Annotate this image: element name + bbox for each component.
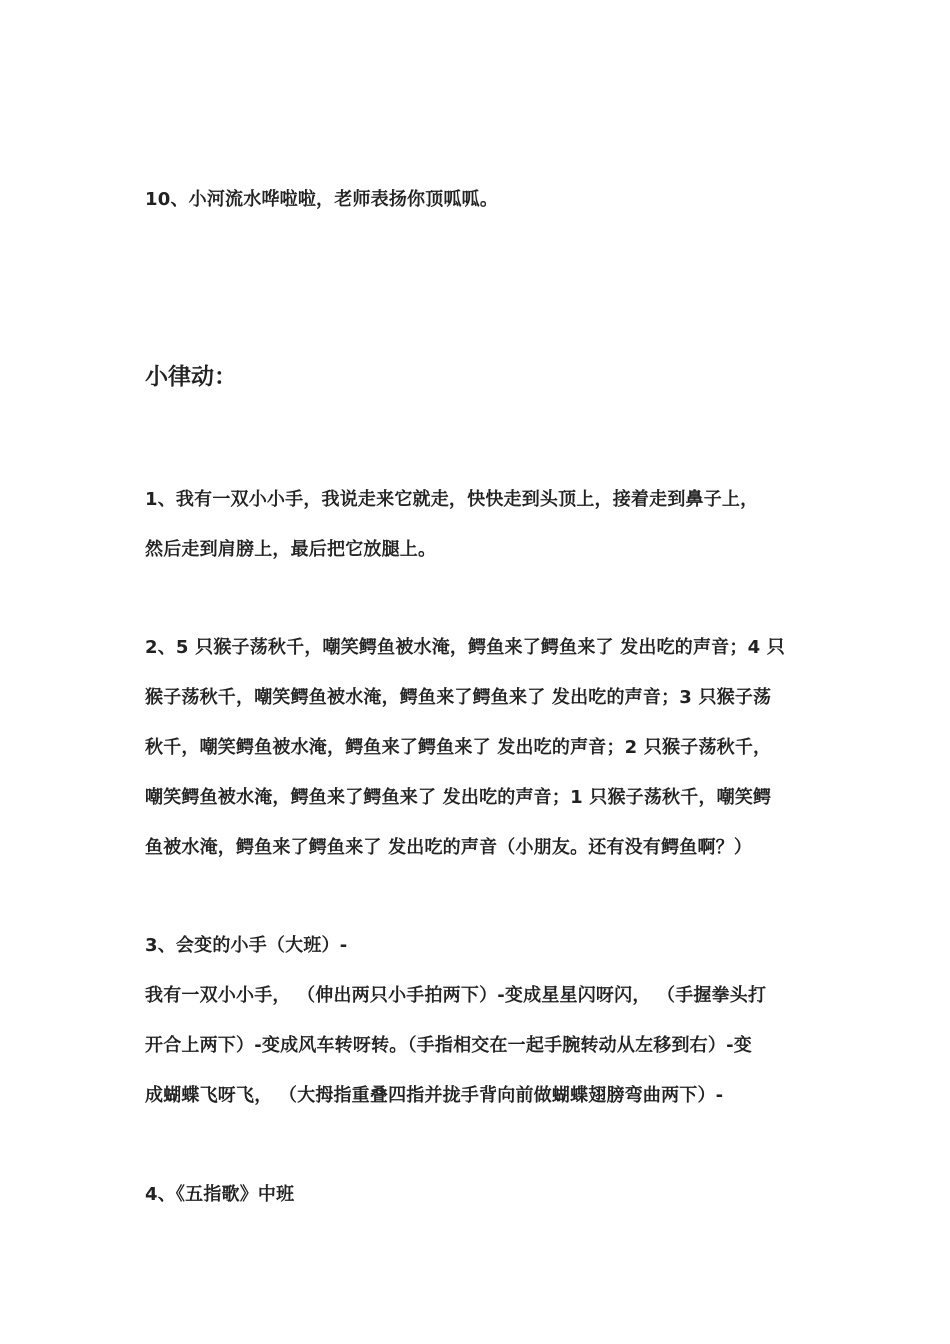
item-3-line-2: 开合上两下）-变成风车转呀转。（手指相交在一起手腕转动从左移到右）-变 [145,1035,752,1056]
item-1-line-1: 1、我有一双小小手，我说走来它就走，快快走到头顶上，接着走到鼻子上， [145,489,759,510]
item-4-title: 4、《五指歌》中班 [145,1184,295,1205]
item-2-line-2: 猴子荡秋千，嘲笑鳄鱼被水淹，鳄鱼来了鳄鱼来了 发出吃的声音；3 只猴子荡 [145,687,772,708]
section-heading: 小律动： [145,364,237,390]
item-1-line-2: 然后走到肩膀上，最后把它放腿上。 [145,539,437,560]
item-2-line-3: 秋千，嘲笑鳄鱼被水淹，鳄鱼来了鳄鱼来了 发出吃的声音；2 只猴子荡秋千， [145,737,772,758]
item-3-line-3: 成蝴蝶飞呀飞， （大拇指重叠四指并拢手背向前做蝴蝶翅膀弯曲两下）- [145,1085,724,1106]
item-3-title: 3、会变的小手（大班）- [145,935,348,956]
item-10-text: 10、小河流水哗啦啦，老师表扬你顶呱呱。 [145,189,499,210]
item-3-line-1: 我有一双小小手， （伸出两只小手拍两下）-变成星星闪呀闪， （手握拳头打 [145,985,767,1006]
item-2-line-4: 嘲笑鳄鱼被水淹，鳄鱼来了鳄鱼来了 发出吃的声音；1 只猴子荡秋千，嘲笑鳄 [145,787,772,808]
item-2-line-5: 鱼被水淹，鳄鱼来了鳄鱼来了 发出吃的声音（小朋友。还有没有鳄鱼啊？） [145,837,753,858]
item-2-line-1: 2、5 只猴子荡秋千，嘲笑鳄鱼被水淹，鳄鱼来了鳄鱼来了 发出吃的声音；4 只 [145,637,785,658]
